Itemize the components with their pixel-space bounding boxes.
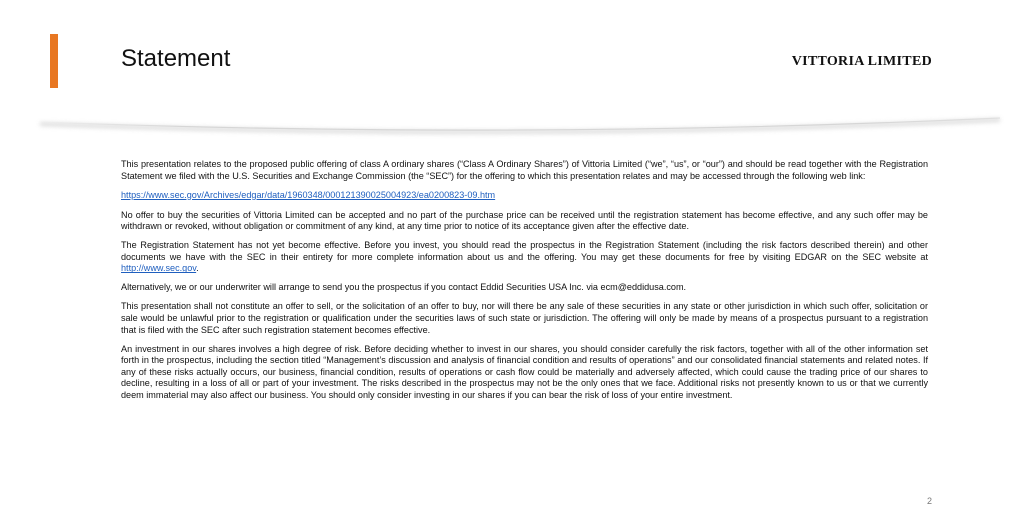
paragraph-risk: An investment in our shares involves a high degree of risk. Before deciding whether to invest in our shares, you should consider carefully the risk factors, together with all of the other information set forth in the prospectus, including the section titled “Management’s discussion and analysis of financial condition and results of operations” and our consolidated financial statements and related notes. If any of these risks actually occurs, our business, financial condition, results of operations or cash flow could be materially and adversely affected, which could cause the trading price of our shares to decline, resulting in a loss of all or part of your investment. The risks described in the prospectus may not be the only ones that we face. Additional risks not presently known to us or that we currently deem immaterial may also affect our business. You should only consider investing in our shares if you can bear the risk of loss of your entire investment. [121,343,928,400]
accent-bar [50,34,58,88]
header-divider [0,110,1035,150]
page-title: Statement [121,45,231,72]
paragraph-not-an-offer: This presentation shall not constitute an offer to sell, or the solicitation of an offer to buy, nor will there be any sale of these securities in any state or other jurisdiction in which such offer, solicitation or sale would be unlawful prior to the registration or qualification under the securities laws of such state or jurisdiction. The offering will only be made by means of a prospectus pursuant to a registration that is filed with the SEC after such registration statement becomes effective. [121,301,928,335]
page-number: 2 [926,496,932,506]
paragraph-no-offer: No offer to buy the securities of Vittoria Limited can be accepted and no part of the purchase price can be received until the registration statement has become effective, and any such offer may be withdrawn or revoked, without obligation or commitment of any kind, at any time prior to notice of its acceptance given after the effective date. [121,209,928,232]
registration-statement-link[interactable]: https://www.sec.gov/Archives/edgar/data/1960348/000121390025004923/ea0200823-09.htm [121,189,496,200]
paragraph-not-effective-text: The Registration Statement has not yet become effective. Before you invest, you should read the prospectus in the Registration Statement (including the risk factors described therein) and other documents we have with the SEC in their entirety for more complete information about us and the offering. You may get these documents for free by visiting EDGAR on the SEC website at [121,240,928,262]
paragraph-end-period: . [196,263,199,274]
paragraph-offering-intro: This presentation relates to the proposed public offering of class A ordinary shares (“Class A Ordinary Shares”) of Vittoria Limited (“we”, “us”, or “our”) and should be read together with the Registration Statement we filed with the U.S. Securities and Exchange Commission (the “SEC”) for the offering to which this presentation relates and may be accessed through the following web link: [121,159,928,181]
sec-website-link[interactable]: http://www.sec.gov [121,263,197,274]
paragraph-registration-link [121,190,928,202]
paragraph-prospectus-contact: Alternatively, we or our underwriter will arrange to send you the prospectus if you contact Eddid Securities USA Inc. via ecm@eddidusa.com. [121,282,687,293]
company-name: VITTORIA LIMITED [791,54,932,69]
paragraph-not-effective [121,240,928,275]
statement-body [121,159,928,409]
